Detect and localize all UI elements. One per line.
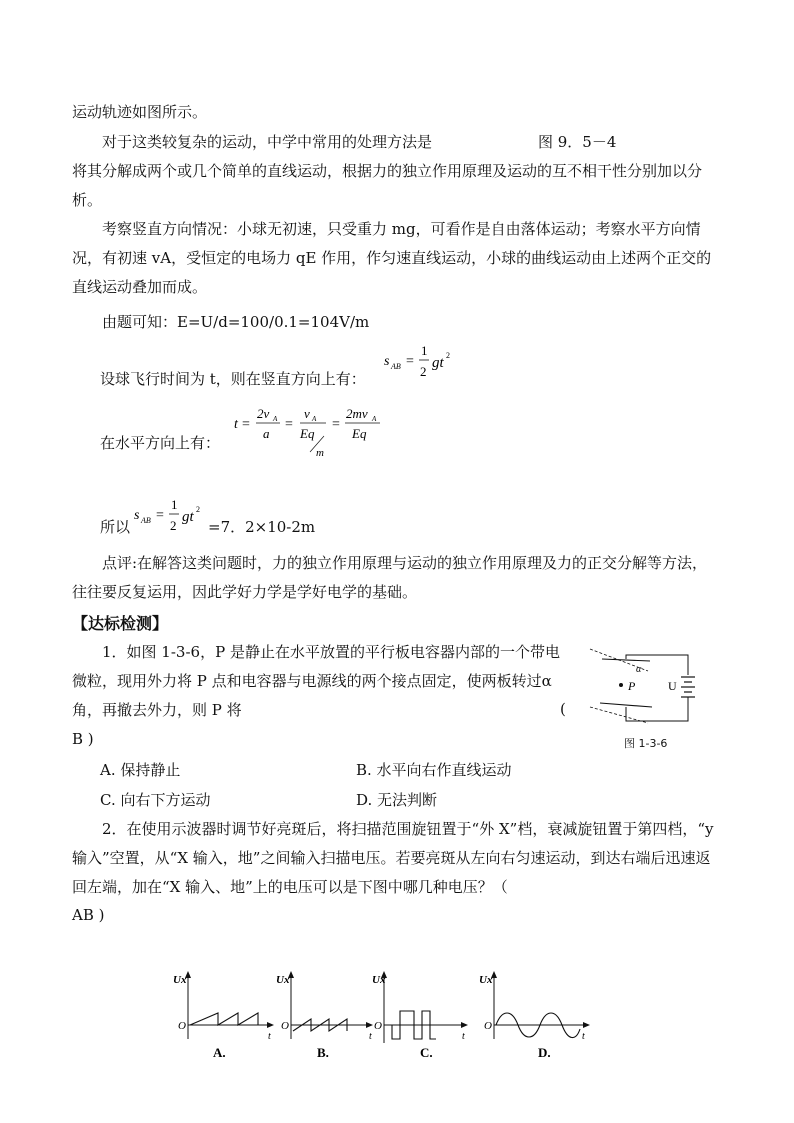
- option-d: D. 无法判断: [356, 791, 438, 809]
- svg-text:s: s: [384, 354, 390, 369]
- graph-b-origin: O: [281, 1020, 289, 1032]
- svg-text:Eq: Eq: [300, 426, 315, 441]
- figure-caption: 图 1-3-6: [624, 737, 668, 750]
- formula-sab: [382, 340, 472, 382]
- method-continuation: 将其分解成两个或几个简单的直线运动，根据力的独立作用原理及运动的互不相干性分别加以分析。: [72, 162, 703, 209]
- svg-text:2v: 2v: [257, 406, 270, 421]
- svg-text:=: =: [156, 508, 164, 523]
- question-1-paren: (: [560, 700, 566, 718]
- graph-c-caption: C.: [420, 1045, 433, 1060]
- horizontal-label: 在水平方向上有：: [100, 434, 221, 452]
- svg-text:=: =: [285, 417, 293, 432]
- graph-a-origin: O: [178, 1020, 186, 1032]
- so-label: 所以: [100, 518, 131, 536]
- figure-reference: 图 9．5－4: [538, 133, 617, 151]
- comment-paragraph: 点评:在解答这类问题时，力的独立作用原理与运动的独立作用原理及力的正交分解等方法，往往要反复运用，因此学好力学是学好电学的基础。: [72, 554, 708, 601]
- method-line: 对于这类较复杂的运动，中学中常用的处理方法是: [102, 133, 433, 151]
- svg-text:s: s: [134, 508, 140, 523]
- graph-b: [271, 967, 379, 1062]
- svg-text:gt: gt: [432, 355, 444, 371]
- option-a: A. 保持静止: [100, 761, 181, 779]
- graph-d-xlabel: t: [582, 1031, 585, 1042]
- svg-text:2: 2: [196, 505, 200, 514]
- svg-text:2mv: 2mv: [346, 406, 368, 421]
- svg-text:m: m: [316, 447, 324, 459]
- svg-text:2: 2: [420, 364, 427, 379]
- option-c: C. 向右下方运动: [100, 791, 211, 809]
- svg-text:=: =: [406, 354, 414, 369]
- graph-b-caption: B.: [317, 1045, 329, 1060]
- question-1-answer: B ): [72, 730, 94, 748]
- svg-text:=: =: [332, 417, 340, 432]
- intro-line: 运动轨迹如图所示。: [72, 103, 208, 121]
- formula-sab-result: [132, 494, 208, 536]
- graph-d-caption: D.: [538, 1045, 551, 1060]
- graph-d-origin: O: [484, 1020, 492, 1032]
- question-1-text: 1．如图 1-3-6，P 是静止在水平放置的平行板电容器内部的一个带电微粒，现用外力将 P 点和电容器与电源线的两个接点固定，使两板转过α角，再撤去外力，则 P 将: [72, 643, 560, 719]
- graph-a: [168, 967, 276, 1062]
- svg-text:2: 2: [446, 351, 450, 360]
- graph-c-origin: O: [374, 1020, 382, 1032]
- svg-text:gt: gt: [182, 509, 194, 525]
- graph-c-ylabel: Ux: [372, 974, 386, 986]
- svg-text:A: A: [372, 415, 377, 423]
- result-value: =7．2×10-2m: [208, 518, 316, 536]
- formula-t: [232, 400, 392, 460]
- question-2-text: 2．在使用示波器时调节好亮斑后，将扫描范围旋钮置于“外 X”档，衰减旋钮置于第四档，“y 输入”空置，从“X 输入，地”之间输入扫描电压。若要亮斑从左向右匀速运动，到达右端后迅速返回左端，加在“X 输入、地”上的电压可以是下图中哪几种电压？（: [72, 820, 714, 896]
- graph-b-ylabel: Ux: [276, 974, 290, 986]
- option-b: B. 水平向右作直线运动: [356, 761, 512, 779]
- svg-text:1: 1: [421, 343, 428, 358]
- graph-c: [366, 967, 474, 1062]
- graph-d-ylabel: Ux: [479, 974, 493, 986]
- section-title: 【达标检测】: [72, 614, 169, 633]
- svg-text:v: v: [304, 406, 310, 421]
- graph-d: [474, 967, 598, 1062]
- analysis-paragraph: 考察竖直方向情况：小球无初速，只受重力 mg，可看作是自由落体运动；考察水平方向情况，有初速 vA，受恒定的电场力 qE 作用，作匀速直线运动，小球的曲线运动由上述两个正交的直线运动叠加而成。: [72, 220, 712, 296]
- voltage-label: U: [668, 679, 677, 693]
- svg-text:AB: AB: [141, 516, 151, 525]
- capacitor-figure: [578, 645, 708, 730]
- graph-a-xlabel: t: [268, 1031, 271, 1042]
- svg-text:1: 1: [171, 497, 178, 512]
- vertical-label: 设球飞行时间为 t，则在竖直方向上有：: [100, 370, 366, 388]
- svg-text:AB: AB: [391, 362, 401, 371]
- svg-text:A: A: [312, 415, 317, 423]
- alpha-label: α: [636, 664, 642, 675]
- graph-a-ylabel: Ux: [173, 974, 187, 986]
- question-2-answer: AB ): [72, 906, 105, 924]
- svg-text:2: 2: [170, 518, 177, 533]
- svg-text:t: t: [234, 417, 238, 432]
- graph-b-xlabel: t: [369, 1031, 372, 1042]
- svg-text:a: a: [263, 426, 270, 441]
- graph-a-caption: A.: [213, 1045, 226, 1060]
- graph-c-xlabel: t: [462, 1031, 465, 1042]
- svg-text:=: =: [242, 417, 250, 432]
- svg-text:A: A: [273, 415, 278, 423]
- known-equation: 由题可知：E=U/d=100/0.1=104V/m: [102, 313, 370, 331]
- svg-text:Eq: Eq: [352, 426, 367, 441]
- particle-label: P: [628, 679, 636, 693]
